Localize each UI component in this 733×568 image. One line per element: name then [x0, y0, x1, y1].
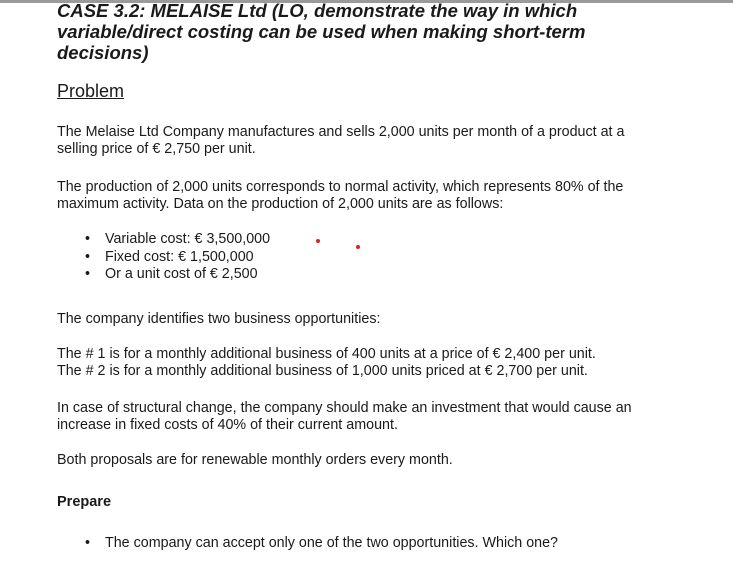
list-item [57, 231, 270, 249]
bullet-icon: • [85, 535, 91, 551]
red-mark-icon [356, 245, 360, 249]
intro-paragraph [57, 124, 677, 158]
intro-line-1: The Melaise Ltd Company manufactures and sells 2,000 units per month of a product at a [57, 124, 625, 140]
red-mark-icon [316, 239, 320, 243]
production-line-2: maximum activity. Data on the production of 2,000 units are as follows: [57, 196, 504, 212]
prepare-heading: Prepare [57, 494, 112, 510]
opportunity-1: The # 1 is for a monthly additional business of 400 units at a price of € 2,400 per unit. [57, 346, 596, 362]
cost-item-variable: Variable cost: € 3,500,000 [105, 231, 271, 247]
prepare-question: The company can accept only one of the two opportunities. Which one? [105, 535, 559, 551]
structural-change-paragraph [57, 400, 677, 434]
bullet-icon: • [85, 248, 91, 265]
list-item [57, 266, 270, 284]
case-title [57, 0, 677, 63]
opportunities-intro: The company identifies two business opportunities: [57, 311, 381, 327]
structural-line-2: increase in fixed costs of 40% of their current amount. [57, 417, 398, 433]
bullet-icon: • [85, 266, 91, 282]
opportunities-paragraph [57, 346, 677, 380]
case-title-line-1: CASE 3.2: MELAISE Ltd (LO, demonstrate the way in which [57, 0, 578, 21]
cost-list [57, 231, 270, 284]
problem-heading: Problem [57, 81, 125, 101]
list-item [57, 249, 270, 267]
cost-item-unit: Or a unit cost of € 2,500 [105, 266, 258, 282]
prepare-list [57, 535, 558, 553]
production-line-1: The production of 2,000 units corresponds to normal activity, which represents 80% of the [57, 179, 624, 195]
renewal-note: Both proposals are for renewable monthly orders every month. [57, 452, 453, 468]
cost-item-fixed: Fixed cost: € 1,500,000 [105, 248, 254, 265]
case-title-line-3: decisions) [57, 42, 149, 63]
bullet-icon: • [85, 231, 91, 247]
intro-line-2: selling price of € 2,750 per unit. [57, 141, 256, 157]
opportunity-2: The # 2 is for a monthly additional business of 1,000 units priced at € 2,700 per unit. [57, 363, 588, 379]
structural-line-1: In case of structural change, the company should make an investment that would cause an [57, 400, 632, 416]
production-paragraph [57, 179, 677, 213]
list-item [57, 535, 558, 553]
case-title-line-2: variable/direct costing can be used when making short-term [57, 21, 586, 42]
